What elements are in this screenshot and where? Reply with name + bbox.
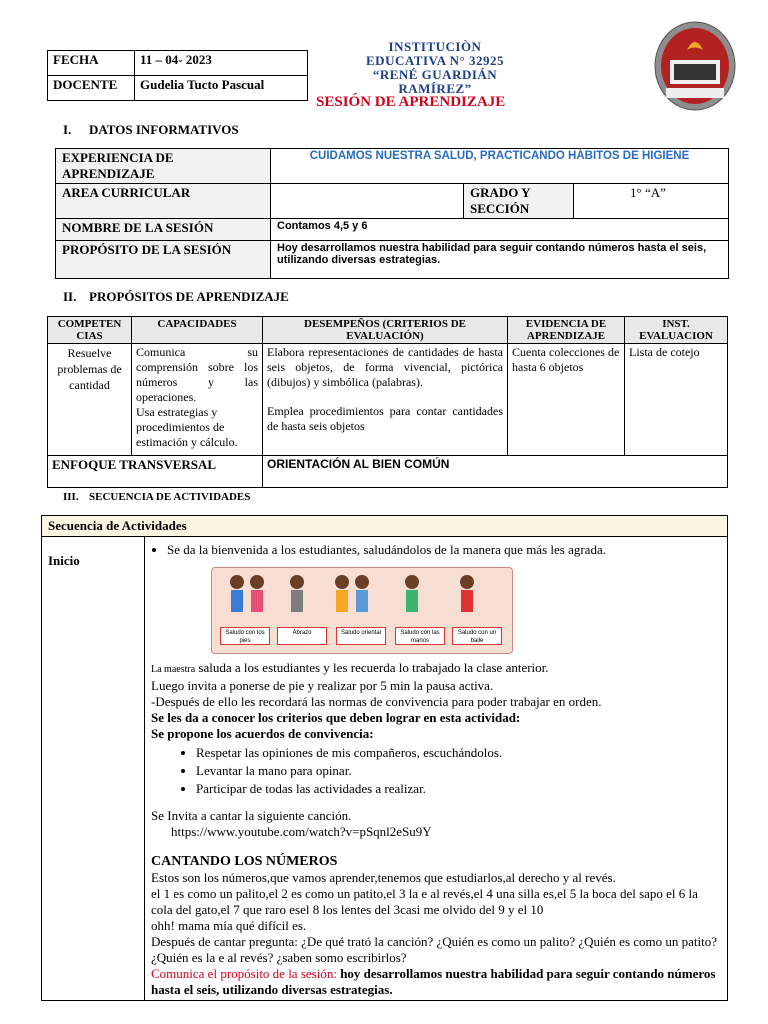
institution-line-3: “RENÉ GUARDIÁN [372,67,498,82]
section-2-heading [63,289,289,305]
fecha-label: FECHA [48,51,135,76]
inicio-label: Inicio [42,537,145,1001]
docente-label: DOCENTE [48,76,135,101]
experiencia-value: CUIDAMOS NUESTRA SALUD, PRACTICANDO HÁBITOS DE HIGIENE [271,149,729,184]
nombre-value: Contamos 4,5 y 6 [271,219,729,241]
evidencia-cell: Cuenta colecciones de hasta 6 objetos [508,344,625,456]
song-line-2: el 1 es como un palito,el 2 es como un patito,el 3 la e al revés,el 4 una silla es,el 5 la boca del sapo el 6 la cola del gato,el 7 que raro esel 8 los lentes del 3casi me olvido del 9 y el 10 [151,886,698,917]
inicio-content [145,537,728,1001]
header-evidencia: EVIDENCIA DE APRENDIZAJE [508,317,625,344]
despues-line: -Después de ello les recordará las normas de convivencia para poder trabajar en orden. [151,694,602,709]
song-line-3: ohh! mama mía qué difícil es. [151,918,307,933]
desempenos-cell [263,344,508,456]
criterios-line: Se les da a conocer los criterios que deben lograr en esta actividad: [151,710,521,725]
enfoque-label: ENFOQUE TRANSVERSAL [48,456,263,488]
luego-line: Luego invita a ponerse de pie y realizar por 5 min la pausa activa. [151,678,494,693]
song-line-1: Estos son los números,que vamos aprender,tenemos que estudiarlos,al derecho y al revés. [151,870,616,885]
invita-cancion-line: Se Invita a cantar la siguiente canción. [151,808,352,823]
maestra-line [151,660,721,678]
section-3-title: SECUENCIA DE ACTIVIDADES [89,491,251,503]
competencia-cell: Resuelve problemas de cantidad [48,344,132,456]
instrumento-cell: Lista de cotejo [625,344,728,456]
bienvenida-item: • Se da la bienvenida a los estudiantes, saludándolos de la manera que más les agrada. [167,541,721,559]
section-1-title: DATOS INFORMATIVOS [89,122,239,137]
comunica-line [151,966,721,998]
capacidad-2: Usa estrategias y procedimientos de estimación y cálculo. [136,405,238,449]
institution-title [330,40,540,96]
institution-line-4: RAMÍREZ” [398,81,472,96]
docente-value: Gudelia Tucto Pascual [135,76,308,101]
comunica-label: Comunica el propósito de la sesión: [151,966,337,981]
pregunta-line: Después de cantar pregunta: ¿De qué trató la canción? ¿Quién es como un palito? ¿Quién es como un patito? ¿Quién es la e al revés? ¿saben somo escribirlos? [151,934,718,965]
section-3-heading [63,491,250,503]
header-instrumento: INST. EVALUACION [625,317,728,344]
secuencia-header: Secuencia de Actividades [42,516,728,537]
fecha-value: 11 – 04- 2023 [135,51,308,76]
capacidad-1: Comunica su comprensión sobre los números y las operaciones. [136,345,258,404]
header-capacidades: CAPACIDADES [132,317,263,344]
header-info-table [47,50,308,101]
section-1-number: I. [63,122,72,137]
institution-line-1: INSTITUCIÒN [388,39,482,54]
greetings-illustration [211,567,513,654]
grado-label: GRADO Y SECCIÓN [464,184,574,219]
section-1-heading [63,122,239,138]
header-competencias: COMPETEN CIAS [48,317,132,344]
saludo-oriental-tag: Saludo oriental [336,627,386,645]
desempeno-1: Elabora representaciones de cantidades de hasta seis objetos, de forma vivencial, pictórica (dibujos) y simbólica (palabras). [267,345,503,389]
area-value [271,184,464,219]
acuerdos-title: Se propone los acuerdos de convivencia: [151,726,374,741]
capacidades-cell [132,344,263,456]
acuerdo-item: • Levantar la mano para opinar. [196,762,721,780]
children-greeting-icon [212,570,512,632]
secuencia-table [41,515,728,1001]
area-label: AREA CURRICULAR [56,184,271,219]
section-2-number: II. [63,289,77,304]
maestra-prefix: La maestra [151,664,196,675]
enfoque-value: ORIENTACIÓN AL BIEN COMÚN [263,456,728,488]
nombre-label: NOMBRE DE LA SESIÓN [56,219,271,241]
acuerdo-item: • Respetar las opiniones de mis compañeros, escuchándolos. [196,744,721,762]
section-2-title: PROPÓSITOS DE APRENDIZAJE [89,289,289,304]
experiencia-label: EXPERIENCIA DE APRENDIZAJE [56,149,271,184]
acuerdo-item: • Participar de todas las actividades a realizar. [196,780,721,798]
comunica-text: hoy desarrollamos nuestra habilidad para seguir contando números hasta el seis, utilizando diversas estrategias. [151,966,716,997]
saludo-baile-tag: Saludo con un baile [452,627,502,645]
desempeno-2: Emplea procedimientos para contar cantidades de hasta seis objetos [267,404,503,433]
abrazo-tag: Abrazo [277,627,327,645]
saludo-pies-tag: Saludo con los pies [220,627,270,645]
section-3-number: III. [63,491,79,503]
session-title: SESIÓN DE APRENDIZAJE [316,94,506,110]
school-logo-icon [652,20,738,112]
propositos-table [47,316,728,488]
header-desempenos: DESEMPEÑOS (CRITERIOS DE EVALUACIÓN) [263,317,508,344]
grado-value: 1° “A” [574,184,729,219]
song-url-link[interactable]: https://www.youtube.com/watch?v=pSqnl2eSu9Y [171,824,432,839]
proposito-value: Hoy desarrollamos nuestra habilidad para seguir contando números hasta el seis, utilizando diversas estrategias. [271,241,729,279]
proposito-label: PROPÓSITO DE LA SESIÓN [56,241,271,279]
institution-line-2: EDUCATIVA N° 32925 [366,53,504,68]
song-title: CANTANDO LOS NÚMEROS [151,854,338,869]
datos-table [55,148,729,279]
maestra-text: saluda a los estudiantes y les recuerda lo trabajado la clase anterior. [198,660,549,675]
saludo-manos-tag: Saludo con las manos [395,627,445,645]
